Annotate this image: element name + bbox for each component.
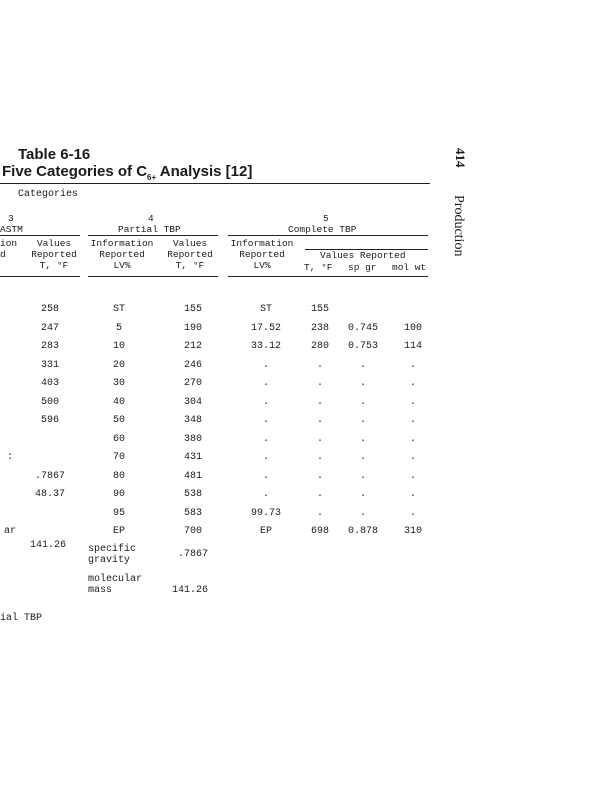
table-cell: 70 [112, 452, 125, 463]
table-cell: 331 [40, 359, 59, 371]
table-cell: . [316, 470, 323, 482]
table-cell: 190 [183, 322, 202, 334]
table-cell: . [262, 489, 269, 500]
table-cell: : [6, 452, 13, 463]
group-4-rule [88, 235, 218, 236]
table-cell: . [409, 378, 416, 389]
table-cell: 280 [310, 341, 329, 352]
title-rule [0, 183, 430, 184]
table-cell: . [359, 507, 366, 519]
col-5b-header: T, °F [304, 262, 333, 273]
table-cell: . [316, 452, 323, 463]
table-cell: . [316, 396, 323, 408]
table-cell: . [409, 489, 416, 500]
footnote: ial TBP [0, 613, 43, 624]
col-3-header-rule [0, 276, 80, 277]
table-cell: 48.37 [34, 489, 65, 500]
table-cell: 212 [183, 341, 202, 352]
col-4a-header: Information Reported LV% [90, 238, 154, 271]
table-cell: 481 [183, 470, 202, 482]
table-cell: 380 [183, 433, 202, 445]
table-cell: EP [259, 526, 272, 537]
table-cell: 114 [403, 341, 422, 352]
specific-gravity-value: .7867 [178, 549, 209, 560]
table-cell: EP [112, 526, 125, 537]
table-cell: . [359, 452, 366, 463]
table-cell: 348 [183, 415, 202, 426]
table-cell: . [359, 378, 366, 389]
table-cell: 270 [183, 378, 202, 389]
table-cell: 310 [403, 526, 422, 537]
col-5-header-rule [228, 276, 428, 277]
table-cell: . [409, 396, 416, 408]
table-cell: 538 [183, 489, 202, 500]
table-cell: 60 [112, 433, 125, 445]
table-cell: ST [259, 304, 272, 315]
table-cell: 95 [112, 507, 125, 519]
table-cell: 283 [40, 341, 59, 352]
table-cell: 698 [310, 526, 329, 537]
table-cell: . [316, 489, 323, 500]
table-cell: . [409, 470, 416, 482]
col-5c-header: sp gr [348, 262, 377, 273]
molecular-mass-label: molecular mass [88, 574, 143, 596]
table-cell: 99.73 [250, 507, 281, 519]
col-4b-header: Values Reported T, °F [167, 238, 213, 271]
table-cell: 700 [183, 526, 202, 537]
table-cell: 403 [40, 378, 59, 389]
values-reported-span: Values Reported [320, 250, 406, 261]
table-cell: 431 [183, 452, 202, 463]
table-cell: 583 [183, 507, 202, 519]
table-cell: 20 [112, 359, 125, 371]
col-5d-header: mol wt [392, 262, 427, 273]
table-cell: . [359, 433, 366, 445]
table-cell: 258 [40, 304, 59, 315]
table-cell: . [359, 396, 366, 408]
table-cell: 5 [115, 322, 122, 334]
group-3-number: 3 [8, 213, 14, 224]
table-cell: 50 [112, 415, 125, 426]
col-4-header-rule [88, 276, 218, 277]
col-5a-header: Information Reported LV% [230, 238, 294, 271]
table-cell: . [262, 378, 269, 389]
table-cell: . [316, 378, 323, 389]
table-cell: . [262, 470, 269, 482]
table-cell: . [262, 433, 269, 445]
table-cell: . [359, 359, 366, 371]
table-cell: . [359, 470, 366, 482]
page-number: 414 [453, 148, 468, 168]
table-cell: .7867 [34, 470, 65, 482]
col-3a-header: ion d [0, 238, 18, 260]
table-cell: . [316, 415, 323, 426]
table-cell: 596 [40, 415, 59, 426]
col-3b-header: Values Reported T, °F [31, 238, 77, 271]
table-cell: 17.52 [250, 322, 281, 334]
table-cell: 100 [403, 322, 422, 334]
table-cell: 155 [183, 304, 202, 315]
table-cell: 155 [310, 304, 329, 315]
running-head-title: Production [451, 195, 466, 257]
table-cell: 0.753 [347, 341, 378, 352]
table-cell: ar [3, 526, 16, 537]
table-cell: 90 [112, 489, 125, 500]
table-cell: 304 [183, 396, 202, 408]
table-cell: . [409, 359, 416, 371]
group-5-name: Complete TBP [288, 224, 357, 235]
table-cell: 40 [112, 396, 125, 408]
table-cell: . [262, 452, 269, 463]
group-5-rule [228, 235, 428, 236]
group-3-rule [0, 235, 80, 236]
table-cell: 246 [183, 359, 202, 371]
group-4-name: Partial TBP [118, 224, 181, 235]
table-cell: . [262, 415, 269, 426]
table-cell: 0.878 [347, 526, 378, 537]
table-cell: . [409, 507, 416, 519]
table-cell: . [409, 452, 416, 463]
table-title: Five Categories of $C_{6+}$ Analysis [12] [2, 163, 253, 182]
molecular-mass-value: 141.26 [172, 585, 209, 596]
astm-molecular-mass: 141.26 [30, 540, 67, 551]
table-cell: ST [112, 304, 125, 315]
table-number: Table 6-16 [18, 146, 91, 163]
table-cell: . [316, 433, 323, 445]
table-cell: 10 [112, 341, 125, 352]
categories-label: Categories [18, 189, 79, 200]
table-cell: 500 [40, 396, 59, 408]
table-cell: 247 [40, 322, 59, 334]
table-cell: . [409, 415, 416, 426]
table-cell: 80 [112, 470, 125, 482]
specific-gravity-label: specific gravity [88, 544, 137, 566]
group-4-number: 4 [148, 213, 154, 224]
table-cell: 0.745 [347, 322, 378, 334]
group-3-name: ASTM [0, 224, 23, 235]
table-cell: . [359, 415, 366, 426]
table-cell: 30 [112, 378, 125, 389]
table-cell: . [262, 359, 269, 371]
table-cell: . [262, 396, 269, 408]
group-5-number: 5 [323, 213, 329, 224]
table-cell: . [316, 359, 323, 371]
table-cell: . [316, 507, 323, 519]
table-cell: . [409, 433, 416, 445]
table-cell: 238 [310, 322, 329, 334]
table-cell: . [359, 489, 366, 500]
table-cell: 33.12 [250, 341, 281, 352]
